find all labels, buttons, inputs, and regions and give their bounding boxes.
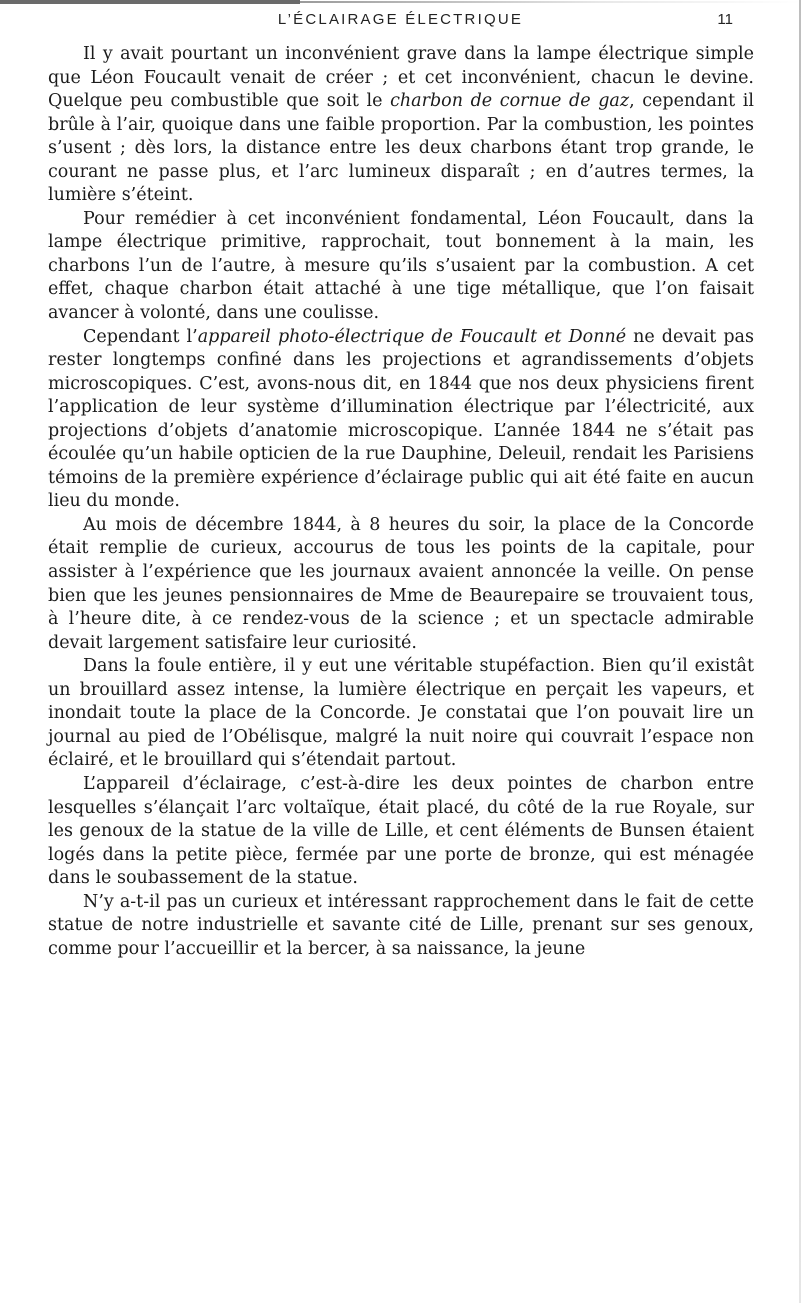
- body-text: [48, 43, 754, 961]
- page-number: 11: [717, 11, 733, 28]
- paragraph-6: L’appareil d’éclairage, c’est-à-dire les deux pointes de charbon entre lesquelles s’élançait l’arc voltaïque, était placé, du côté de la rue Royale, sur les genoux de la statue de la ville de Lille, et cent éléments de Bunsen étaient logés dans la petite pièce, fermée par une porte de bronze, qui est ménagée dans le soubassement de la statue.: [48, 773, 754, 889]
- page-top-rule: [0, 0, 300, 4]
- paragraph-1-text-b: , cependant il brûle à l’air, quoique dans une faible proportion. Par la combustion, les pointes s’usent ; dès lors, la distance entre les deux charbons étant trop grande, le courant ne passe plus, et l’arc lumineux disparaît ; en d’autres termes, la lumière s’éteint.: [48, 91, 754, 206]
- paragraph-3-italic: appareil photo-électrique de Foucault et Donné: [197, 326, 627, 347]
- paragraph-4: Au mois de décembre 1844, à 8 heures du soir, la place de la Concorde était remplie de curieux, accourus de tous les points de la capitale, pour assister à l’expérience que les journaux avaient annoncée la veille. On pense bien que les jeunes pensionnaires de Mme de Beaurepaire se trouvaient tous, à l’heure dite, à ce rendez-vous de la science ; et un spectacle admirable devait largement satisfaire leur curiosité.: [48, 514, 754, 653]
- paragraph-3: [48, 326, 754, 514]
- page-top-rule-fade: [300, 1, 801, 3]
- paragraph-5: Dans la foule entière, il y eut une véritable stupéfaction. Bien qu’il existât un brouillard assez intense, la lumière électrique en perçait les vapeurs, et inondait toute la place de la Concorde. Je constatai que l’on pouvait lire un journal au pied de l’Obélisque, malgré la nuit noire qui couvrait l’espace non éclairé, et le brouillard qui s’étendait partout.: [48, 656, 754, 771]
- paragraph-1: [48, 43, 754, 208]
- paragraph-7: N’y a-t-il pas un curieux et intéressant rapprochement dans le fait de cette statue de notre industrielle et savante cité de Lille, prenant sur ses genoux, comme pour l’accueillir et la bercer, à sa naissance, la jeune: [48, 891, 754, 959]
- running-head: L’ÉCLAIRAGE ÉLECTRIQUE: [277, 11, 524, 28]
- page-header: [0, 9, 801, 35]
- paragraph-3-text-b: ne devait pas rester longtemps confiné dans les projections et agrandissements d’objets microscopiques. C’est, avons-nous dit, en 1844 que nos deux physiciens firent l’application de leur système d’illumination électrique par l’électricité, aux projections d’objets d’anatomie microscopique. L’année 1844 ne s’était pas écoulée qu’un habile opticien de la rue Dauphine, Deleuil, rendait les Parisiens témoins de la première expérience d’éclairage public qui ait été faite en aucun lieu du monde.: [48, 326, 754, 512]
- paragraph-2: Pour remédier à cet inconvénient fondamental, Léon Foucault, dans la lampe électrique primitive, rapprochait, tout bonnement à la main, les charbons l’un de l’autre, à mesure qu’ils s’usaient par la combustion. A cet effet, chaque charbon était attaché à une tige métallique, que l’on faisait avancer à volonté, dans une coulisse.: [48, 208, 754, 324]
- paragraph-3-text-a: Cependant l’: [83, 326, 198, 347]
- paragraph-1-text-a: Il y avait pourtant un inconvénient grave dans la lampe électrique simple que Léon Foucault venait de créer ; et cet inconvénient, chacun le devine. Quelque peu combustible que soit le: [48, 44, 754, 112]
- paragraph-1-italic: charbon de cornue de gaz: [390, 91, 630, 112]
